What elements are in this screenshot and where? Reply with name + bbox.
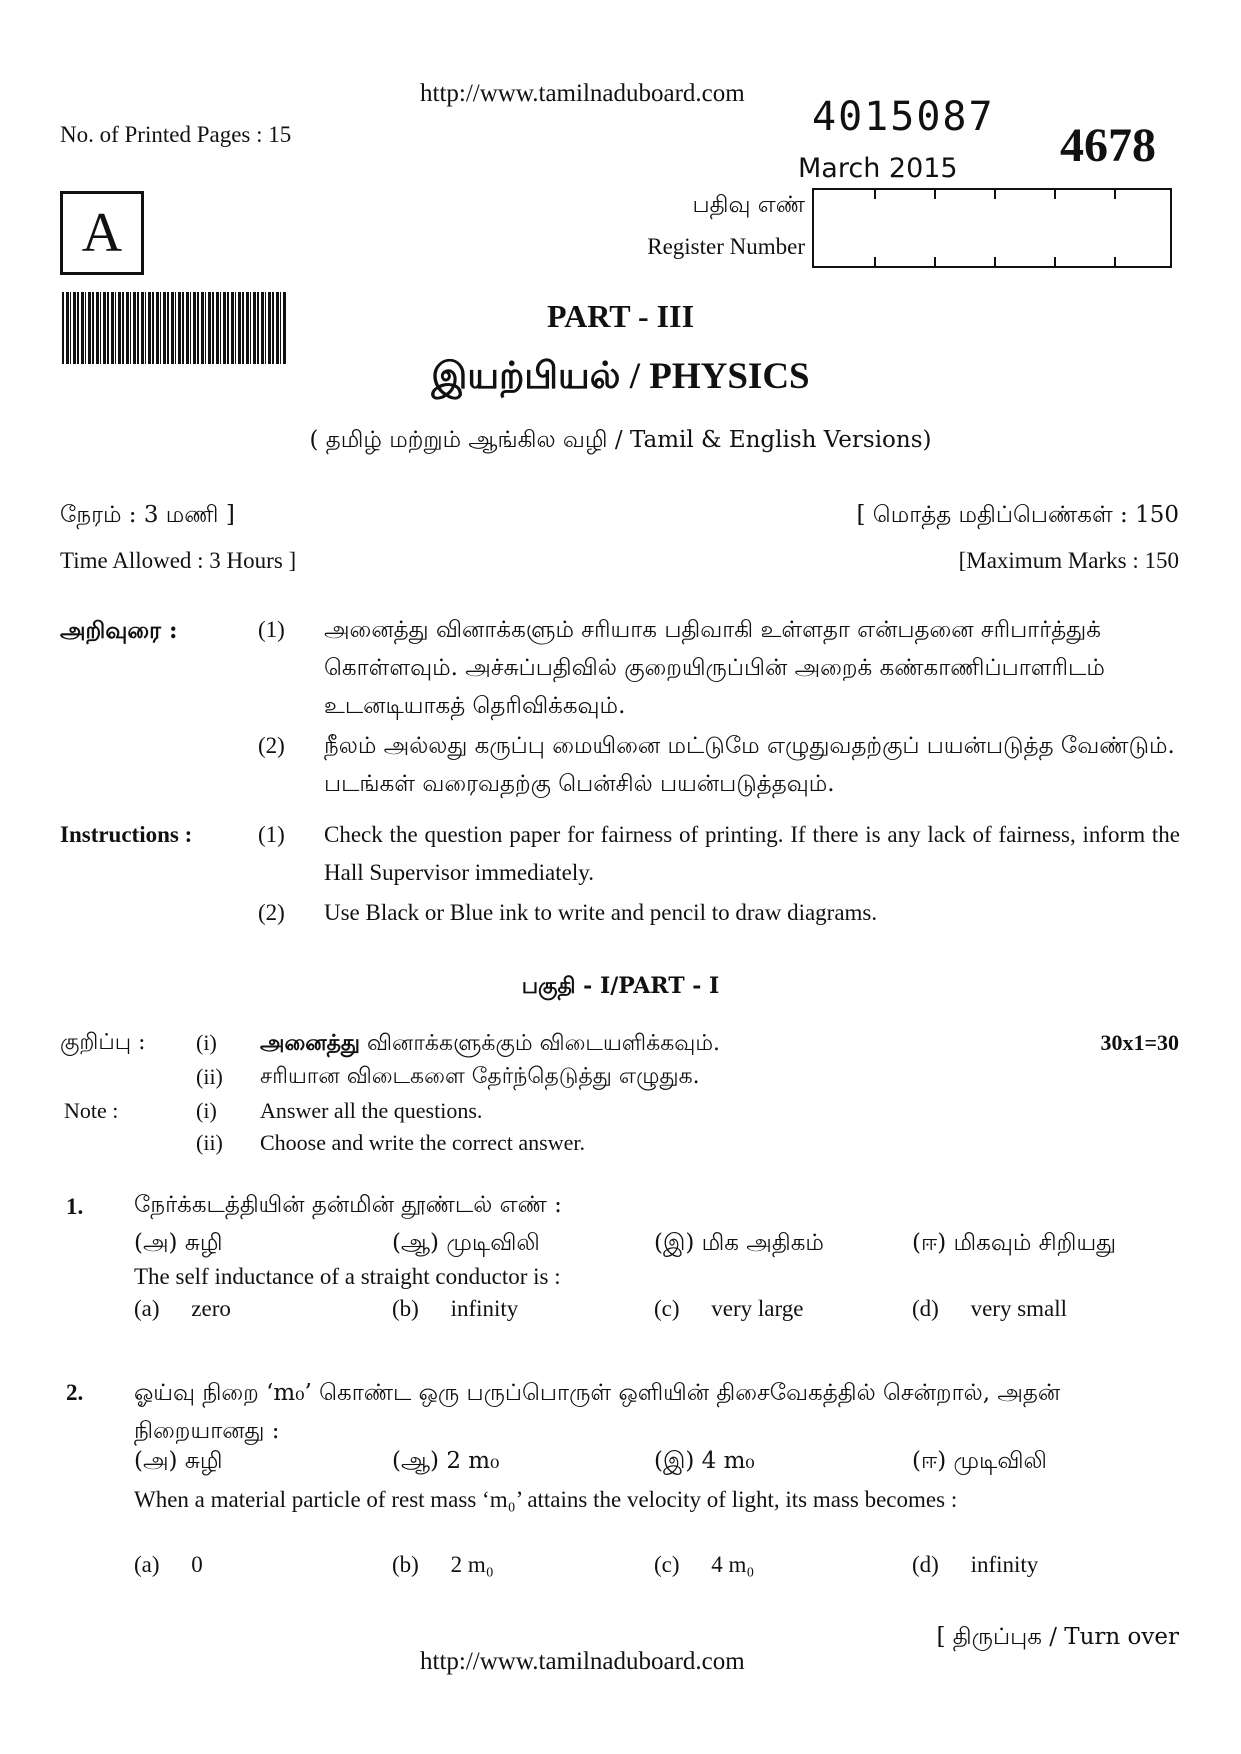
register-box-divider [994,257,996,266]
instructions-heading-english: Instructions : [60,822,193,847]
note-text-tamil: சரியான விடைகளை தேர்ந்தெடுத்து எழுதுக. [260,1064,700,1089]
register-box-divider [994,190,996,199]
option-label: (d) [912,1296,939,1321]
instruction-text-english: Check the question paper for fairness of printing. If there is any lack of fairness, inform the Hall Supervisor immediately. [324,822,1180,885]
section-title: பகுதி - I/PART - I [521,973,720,999]
register-box-divider [1114,257,1116,266]
option-label: (d) [912,1552,939,1577]
note-text-english: Answer all the questions. [260,1098,483,1123]
option-english[interactable] [392,1552,494,1578]
subject-title: இயற்பியல் / PHYSICS [431,356,810,397]
source-url-bottom[interactable]: http://www.tamilnaduboard.com [420,1648,745,1675]
option-english[interactable] [912,1296,1067,1322]
instruction-text-tamil: அனைத்து வினாக்களும் சரியாக பதிவாகி உள்ளதா என்பதனை சரிபார்த்துக் கொள்ளவும். அச்சுப்பதிவில் குறையிருப்பின் அறைக் கண்காணிப்பாளரிடம் உடனடியாகத் தெரிவிக்கவும். [324,617,1105,719]
note-text-english: Choose and write the correct answer. [260,1130,585,1155]
option-value: zero [191,1296,231,1321]
register-label-english: Register Number [647,234,805,259]
source-url-top[interactable]: http://www.tamilnaduboard.com [420,80,745,107]
time-tamil: நேரம் : 3 மணி ] [60,502,235,528]
time-english: Time Allowed : 3 Hours ] [60,548,297,573]
note-number: (ii) [196,1130,223,1155]
note-text-tamil [260,1030,720,1059]
option-english[interactable] [912,1552,1038,1578]
note-emphasis: அனைத்து [260,1030,361,1056]
part-title: PART - III [546,298,695,334]
register-box-divider [1114,190,1116,199]
note-number: (i) [196,1030,217,1055]
option-label: (a) [134,1552,160,1577]
instruction-number: (2) [258,900,285,925]
option-tamil[interactable]: (ஈ) மிகவும் சிறியது [912,1230,1117,1256]
note-label-english: Note : [64,1098,119,1123]
question-text-tamil: நேர்க்கடத்தியின் தன்மின் தூண்டல் எண் : [134,1192,562,1218]
option-label: (a) [134,1296,160,1321]
option-english[interactable] [654,1552,754,1578]
option-value: 0 [191,1552,203,1577]
question-number: 2. [66,1380,84,1405]
option-tamil[interactable]: (ஆ) 2 m₀ [392,1448,500,1474]
register-box-divider [1054,190,1056,199]
marks-english: [Maximum Marks : 150 [958,548,1179,573]
option-label: (b) [392,1296,419,1321]
option-tamil[interactable]: (இ) மிக அதிகம் [654,1230,824,1256]
option-tamil[interactable]: (ஈ) முடிவிலி [912,1448,1047,1474]
register-box-divider [934,190,936,199]
note-body: வினாக்களுக்கும் விடையளிக்கவும். [367,1031,721,1056]
option-value: very large [711,1296,804,1321]
note-label-tamil: குறிப்பு : [60,1030,146,1055]
question-text-english: When a material particle of rest mass ‘m₀’ attains the velocity of light, its mass becomes : [134,1487,958,1512]
versions-line: ( தமிழ் மற்றும் ஆங்கில வழி / Tamil & English Versions) [309,427,932,453]
instruction-text-english: Use Black or Blue ink to write and pencil to draw diagrams. [324,900,878,925]
option-label: (c) [654,1296,680,1321]
register-box-divider [874,257,876,266]
option-english[interactable] [392,1296,518,1322]
option-english[interactable] [654,1296,803,1322]
option-value: very small [970,1296,1068,1321]
register-number-box[interactable] [812,188,1172,268]
option-value: 2 m₀ [450,1552,494,1577]
option-label: (c) [654,1552,680,1577]
question-text-tamil: ஓய்வு நிறை ‘m₀’ கொண்ட ஒரு பருப்பொருள் ஒளியின் திசைவேகத்தில் சென்றால், அதன் நிறையானது : [134,1380,1061,1444]
instruction-number: (1) [258,617,285,642]
option-value: infinity [450,1296,519,1321]
instruction-text-tamil: நீலம் அல்லது கருப்பு மையினை மட்டுமே எழுதுவதற்குப் பயன்படுத்த வேண்டும். படங்கள் வரைவதற்கு பென்சில் பயன்படுத்தவும். [324,733,1175,797]
turn-over: [ திருப்புக / Turn over [936,1624,1179,1650]
note-number: (ii) [196,1064,223,1089]
note-number: (i) [196,1098,217,1123]
option-value: infinity [970,1552,1039,1577]
option-tamil[interactable]: (அ) சுழி [134,1230,223,1256]
question-set-letter: A [81,202,123,264]
printed-pages: No. of Printed Pages : 15 [60,122,292,147]
marks-tamil: [ மொத்த மதிப்பெண்கள் : 150 [856,502,1179,528]
instruction-number: (1) [258,822,285,847]
register-box-divider [1054,257,1056,266]
option-english[interactable] [134,1552,203,1578]
question-text-english: The self inductance of a straight conductor is : [134,1264,561,1289]
instructions-heading-tamil: அறிவுரை : [60,617,178,644]
paper-code: 4015087 [812,94,995,140]
instruction-number: (2) [258,733,285,758]
option-english[interactable] [134,1296,231,1322]
register-box-divider [934,257,936,266]
option-label: (b) [392,1552,419,1577]
paper-number: 4678 [1060,119,1156,172]
register-label-tamil: பதிவு எண் [692,192,805,218]
option-tamil[interactable]: (அ) சுழி [134,1448,223,1474]
option-tamil[interactable]: (இ) 4 m₀ [654,1448,755,1474]
exam-date: March 2015 [798,153,958,184]
question-number: 1. [66,1194,84,1219]
section-marks: 30x1=30 [1100,1030,1179,1055]
register-box-divider [874,190,876,199]
option-value: 4 m₀ [711,1552,755,1577]
question-set-box [60,191,144,275]
option-tamil[interactable]: (ஆ) முடிவிலி [392,1230,540,1256]
